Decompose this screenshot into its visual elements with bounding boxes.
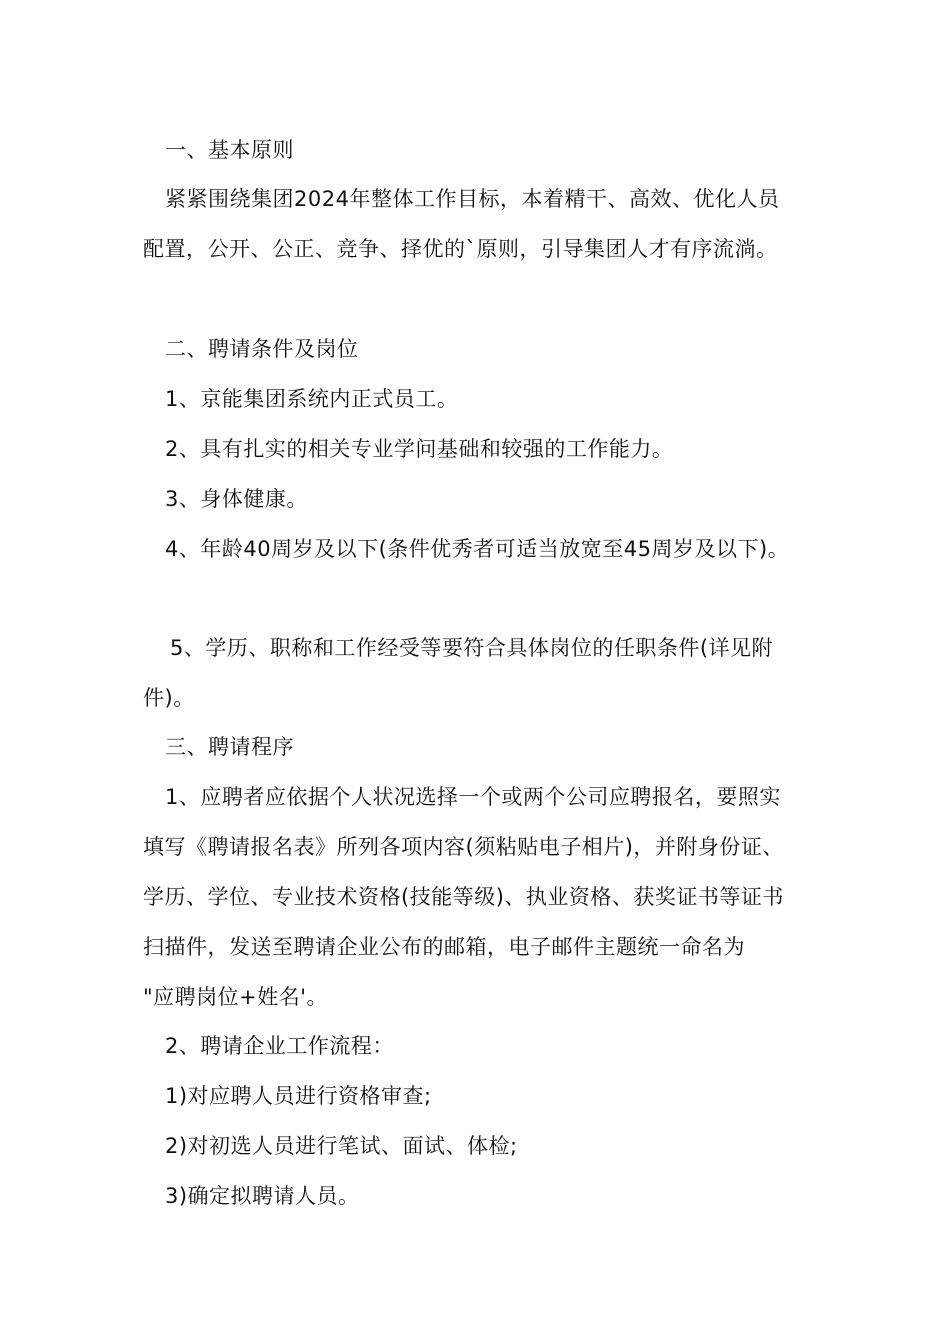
section3-item1-line2: 填写《聘请报名表》所列各项内容(须粘贴电子相片)，并附身份证、: [143, 835, 784, 859]
section2-item3: 3、身体健康。: [165, 487, 308, 511]
section2-item1: 1、京能集团系统内正式员工。: [165, 387, 459, 411]
section2-item4: 4、年龄40周岁及以下(条件优秀者可适当放宽至45周岁及以下)。: [165, 537, 790, 561]
section1-heading: 一、基本原则: [165, 138, 294, 162]
section3-sub2: 2)对初选人员进行笔试、面试、体检;: [165, 1134, 518, 1158]
section3-item2: 2、聘请企业工作流程：: [165, 1034, 394, 1058]
section3-item1-line5: "应聘岗位+姓名'。: [143, 985, 329, 1009]
section2-heading: 二、聘请条件及岗位: [165, 337, 359, 361]
section1-paragraph-line2: 配置，公开、公正、竞争、择优的`原则，引导集团人才有序流淌。: [143, 237, 778, 261]
section3-sub1: 1)对应聘人员进行资格审查;: [165, 1084, 432, 1108]
section2-item5-line2: 件)。: [143, 686, 195, 710]
section2-item5-line1: 5、学历、职称和工作经受等要符合具体岗位的任职条件(详见附: [170, 636, 774, 660]
section3-heading: 三、聘请程序: [165, 735, 294, 759]
section2-item2: 2、具有扎实的相关专业学问基础和较强的工作能力。: [165, 437, 674, 461]
section3-item1-line3: 学历、学位、专业技术资格(技能等级)、执业资格、获奖证书等证书: [143, 885, 784, 909]
section3-sub3: 3)确定拟聘请人员。: [165, 1184, 360, 1208]
section3-item1-line4: 扫描件，发送至聘请企业公布的邮箱，电子邮件主题统一命名为: [143, 935, 745, 959]
section3-item1-line1: 1、应聘者应依据个人状况选择一个或两个公司应聘报名，要照实: [165, 785, 781, 809]
section1-paragraph-line1: 紧紧围绕集团2024年整体工作目标，本着精干、高效、优化人员: [165, 187, 780, 211]
